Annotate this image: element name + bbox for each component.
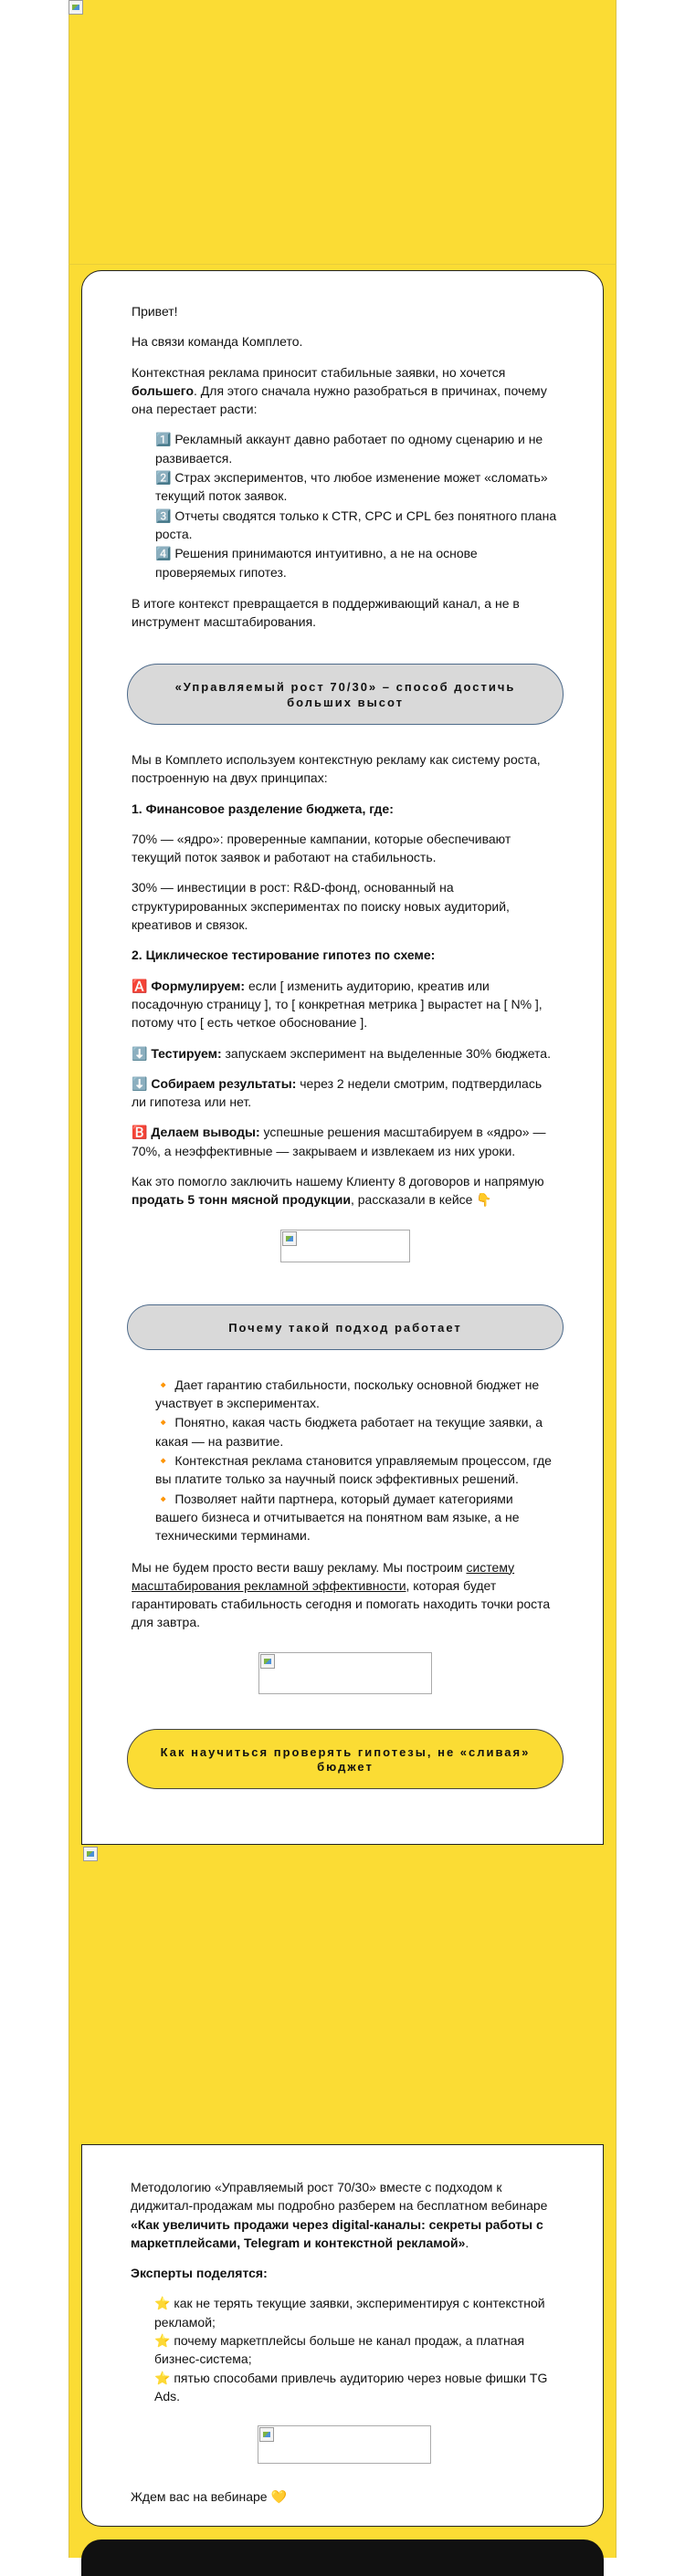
- register-image[interactable]: [258, 2425, 431, 2464]
- list-item: 1️⃣ Рекламный аккаунт давно работает по одному сценарию и не развивается.: [155, 432, 543, 466]
- list-item: ⭐ пятью способами привлечь аудиторию через новые фишки TG Ads.: [154, 2370, 548, 2403]
- webinar-link[interactable]: «Как увеличить продажи через digital-каналы: секреты работы с маркетплейсами, Telegram и контекстной рекламой»: [131, 2216, 543, 2250]
- list-item: 🔸 Понятно, какая часть бюджета работает на текущие заявки, а какая — на развитие.: [155, 1415, 543, 1449]
- signoff: Ждем вас на вебинаре 💛: [131, 2489, 287, 2505]
- hypothesis-webinar-button[interactable]: Как научиться проверять гипотезы, не «сливая» бюджет: [127, 1729, 564, 1790]
- webinar-section: [131, 2178, 558, 2518]
- step-conclude: 🅱️ Делаем выводы: успешные решения масштабируем в «ядро» — 70%, а неэффективные — закрываем и извлекаем из них уроки.: [132, 1125, 546, 1158]
- experts-list: [131, 2294, 558, 2405]
- list-item: 2️⃣ Страх экспериментов, что любое изменение может «сломать» текущий поток заявок.: [155, 470, 548, 504]
- list-item: ⭐ как не терять текущие заявки, экспериментируя с контекстной рекламой;: [154, 2296, 545, 2330]
- step-collect: ⬇️ Собираем результаты: через 2 недели смотрим, подтвердилась ли гипотеза или нет.: [132, 1075, 543, 1110]
- experts-title: Эксперты поделятся:: [131, 2266, 268, 2281]
- why-it-works-button[interactable]: Почему такой подход работает: [127, 1304, 564, 1350]
- case-image[interactable]: [280, 1230, 410, 1262]
- principle-1-rnd: 30% — инвестиции в рост: R&D-фонд, основанный на структурированных экспериментах по поиску новых аудиторий, креативов и связок.: [132, 880, 510, 933]
- growth-method-button[interactable]: «Управляемый рост 70/30» – способ достичь больших высот: [127, 664, 564, 725]
- webinar-banner-image[interactable]: [81, 1844, 604, 2145]
- system-link[interactable]: систему масштабирования рекламной эффективности: [132, 1559, 515, 1593]
- broken-image-icon: [259, 2427, 274, 2442]
- principle-1-title: 1. Финансовое разделение бюджета, где:: [132, 801, 394, 816]
- list-item: 🔸 Дает гарантию стабильности, поскольку основной бюджет не участвует в экспериментах.: [155, 1377, 540, 1411]
- broken-image-icon: [83, 1847, 98, 1861]
- benefits-list: [132, 1376, 559, 1545]
- broken-image-icon: [68, 0, 83, 15]
- case-text: Как это помогло заключить нашему Клиенту 8 договоров и напрямую продать 5 тонн мясной продукции, рассказали в кейсе 👇: [132, 1174, 544, 1208]
- hero-banner-image: [68, 0, 616, 265]
- greeting: Привет!: [132, 304, 178, 319]
- intro: На связи команда Комплето.: [132, 334, 303, 350]
- problem-text: Контекстная реклама приносит стабильные заявки, но хочется большего. Для этого сначала нужно разобраться в причинах, почему она перестает расти:: [132, 364, 547, 417]
- webinar-text: Методологию «Управляемый рост 70/30» вместе с подходом к диджитал-продажам мы подробно разберем на бесплатном вебинаре «Как увеличить продажи через digital-каналы: секреты работы с маркетплейсами, Telegram и контекстной рекламой».: [131, 2180, 548, 2250]
- step-formulate: 🅰️ Формулируем: если [ изменить аудиторию, креатив или посадочную страницу ], то [ конкретная метрика ] вырастет на [ N% ], потому что [ есть четкое обоснование ].: [132, 978, 543, 1031]
- principle-1-core: 70% — «ядро»: проверенные кампании, которые обеспечивают текущий поток заявок и работают на стабильность.: [132, 831, 511, 865]
- list-item: 4️⃣ Решения принимаются интуитивно, а не на основе проверяемых гипотез.: [155, 546, 478, 580]
- list-item: 🔸 Позволяет найти партнера, который думает категориями вашего бизнеса и отчитывается на понятном вам языке, а не техническими терминами.: [155, 1491, 520, 1544]
- list-item: 3️⃣ Отчеты сводятся только к CTR, CPC и CPL без понятного плана роста.: [155, 508, 557, 541]
- principles-intro: Мы в Комплето используем контекстную рекламу как систему роста, построенную на двух принципах:: [132, 751, 541, 786]
- conclusion: В итоге контекст превращается в поддерживающий канал, а не в инструмент масштабирования.: [132, 595, 520, 630]
- system-image[interactable]: [258, 1652, 432, 1694]
- email-body: [132, 302, 559, 1815]
- broken-image-icon: [260, 1654, 275, 1669]
- principle-2-title: 2. Циклическое тестирование гипотез по схеме:: [132, 948, 436, 963]
- reasons-list: [132, 430, 559, 581]
- broken-image-icon: [282, 1231, 297, 1246]
- system-text: Мы не будем просто вести вашу рекламу. Мы построим систему масштабирования рекламной эффективности, которая будет гарантировать стабильность сегодня и помогать находить точки роста для завтра.: [132, 1559, 551, 1630]
- list-item: ⭐ почему маркетплейсы больше не канал продаж, а платная бизнес-система;: [154, 2333, 525, 2367]
- footer-bar: [81, 2539, 604, 2576]
- step-test: ⬇️ Тестируем: запускаем эксперимент на выделенные 30% бюджета.: [132, 1045, 551, 1061]
- list-item: 🔸 Контекстная реклама становится управляемым процессом, где вы платите только за научный поиск эффективных решений.: [155, 1453, 552, 1487]
